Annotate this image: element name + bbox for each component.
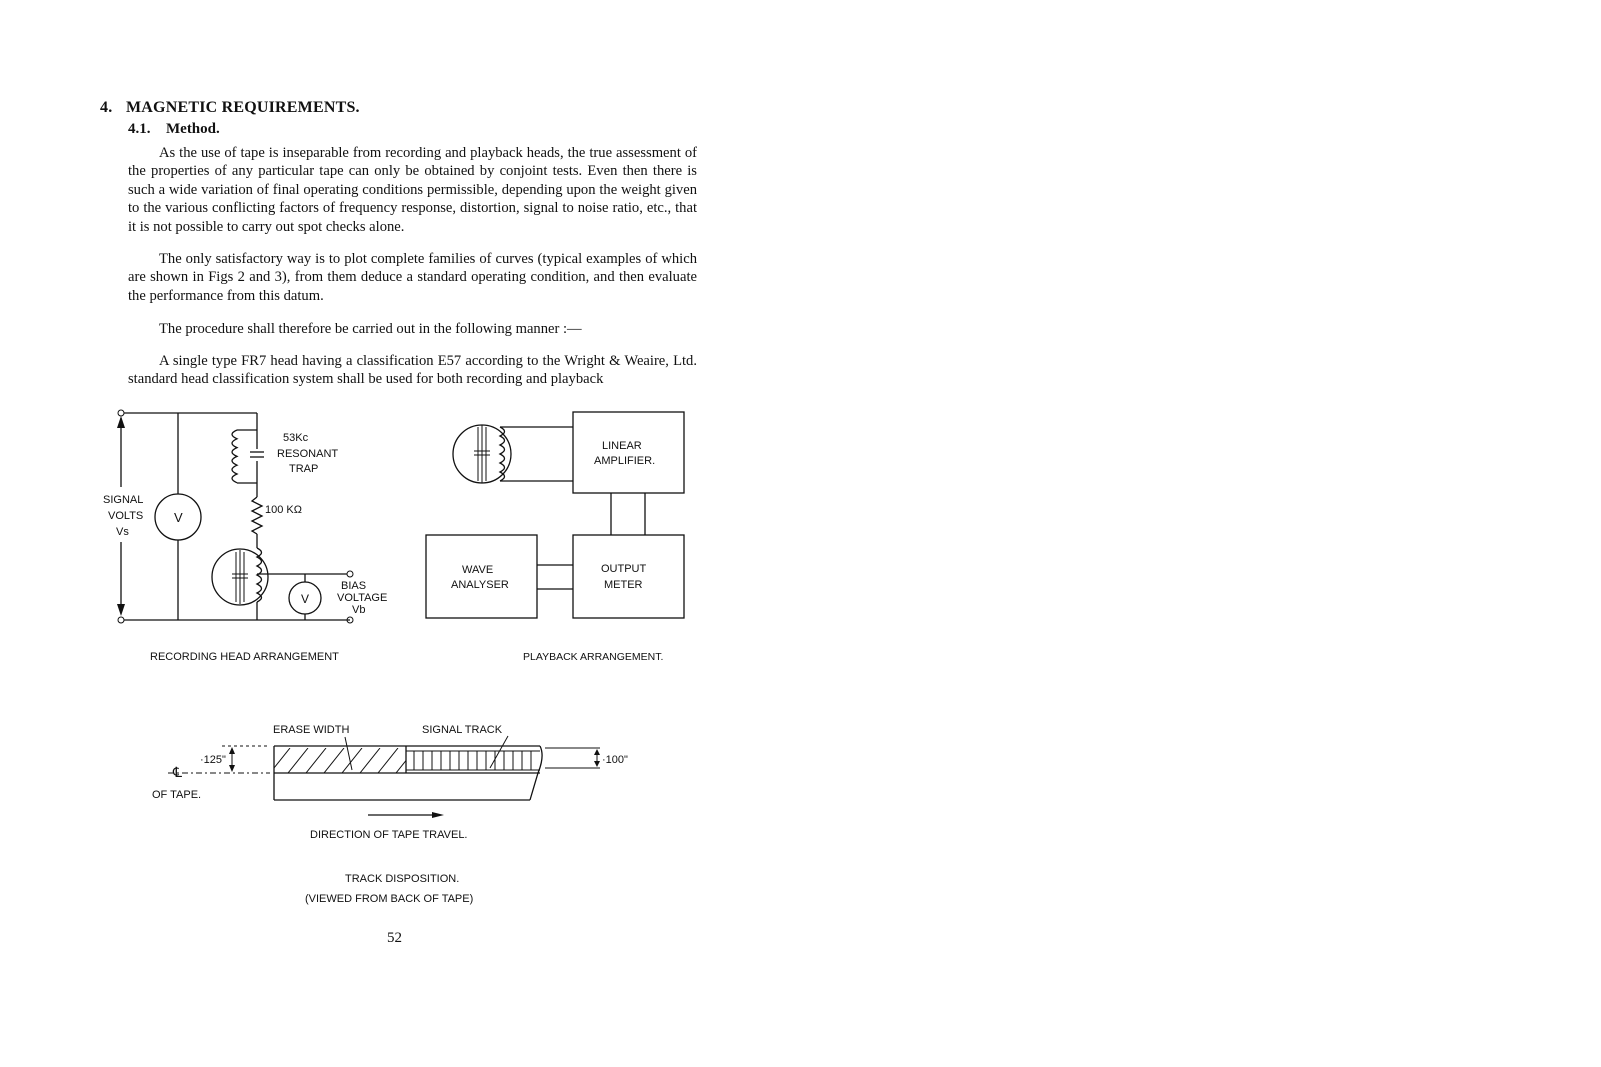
playback-diagram [426,412,684,663]
signal-track-label: SIGNAL TRACK [422,724,503,736]
trap-label-3: TRAP [289,463,319,475]
track-caption-1: TRACK DISPOSITION. [345,873,460,885]
erase-width-label: ERASE WIDTH [273,724,350,736]
of-tape-label: OF TAPE. [152,789,202,801]
subsection-number: 4.1. [128,121,151,137]
output-meter-box [573,535,684,618]
centerline-symbol: ℄ [173,764,182,780]
signal-label-1: SIGNAL [103,494,144,506]
track-disposition-diagram [152,724,628,905]
recording-head-diagram [103,410,387,663]
playback-head-icon [453,425,511,483]
linear-amplifier-box [573,412,684,493]
trap-label-2: RESONANT [277,448,339,460]
wave-analyser-box [426,535,537,618]
output-meter-label-1: OUTPUT [601,563,647,575]
section-number: 4. [100,99,113,116]
signal-track-stripes [406,751,540,770]
paragraph-4: A single type FR7 head having a classification E57 according to the Wright & Weaire, Ltd. standard head classification system shall be used for both recording and playback [128,353,697,388]
bias-label-3: Vb [352,604,366,616]
page-number: 52 [387,930,402,946]
linear-amplifier-label-2: AMPLIFIER. [594,455,656,467]
paragraph-3: The procedure shall therefore be carried out in the following manner :— [159,321,582,337]
signal-label-3: Vs [116,526,129,538]
output-meter-label-2: METER [604,579,643,591]
subsection-title: Method. [166,121,220,137]
section-title: MAGNETIC REQUIREMENTS. [126,99,360,116]
track-caption-2: (VIEWED FROM BACK OF TAPE) [305,893,474,905]
inductor-coil-icon [232,430,237,483]
bias-label-1: BIAS [341,580,367,592]
resistor-icon [252,497,262,534]
resistor-label: 100 KΩ [265,504,302,516]
erase-hatching [270,748,416,773]
recording-caption: RECORDING HEAD ARRANGEMENT [150,651,339,663]
dim-125-label: ·125" [200,754,226,766]
trap-label-1: 53Kc [283,432,309,444]
dim-100-label: ·100" [602,754,628,766]
bias-label-2: VOLTAGE [337,592,388,604]
paragraph-1: As the use of tape is inseparable from recording and playback heads, the true assessment of the properties of any particular tape can only be obtained by conjoint tests. Even then there is such a wide variation of final operating conditions permissible, depending upon the weight given to the various conflicting factors of frequency response, distortion, signal to noise ratio, etc., that it is not possible to carry out spot checks alone. [128,145,697,235]
meter-symbol: V [174,510,183,525]
wave-analyser-label-2: ANALYSER [451,579,509,591]
wave-analyser-label-1: WAVE [462,564,494,576]
recording-head-icon [212,548,268,605]
paragraph-2: The only satisfactory way is to plot complete families of curves (typical examples of which are shown in Figs 2 and 3), from them deduce a standard operating condition, and then evaluate the performance from this datum. [128,251,697,304]
signal-label-2: VOLTS [108,510,144,522]
linear-amplifier-label-1: LINEAR [602,440,642,452]
direction-label: DIRECTION OF TAPE TRAVEL. [310,829,468,841]
bias-meter-symbol: V [301,592,310,606]
playback-caption: PLAYBACK ARRANGEMENT. [523,651,664,663]
